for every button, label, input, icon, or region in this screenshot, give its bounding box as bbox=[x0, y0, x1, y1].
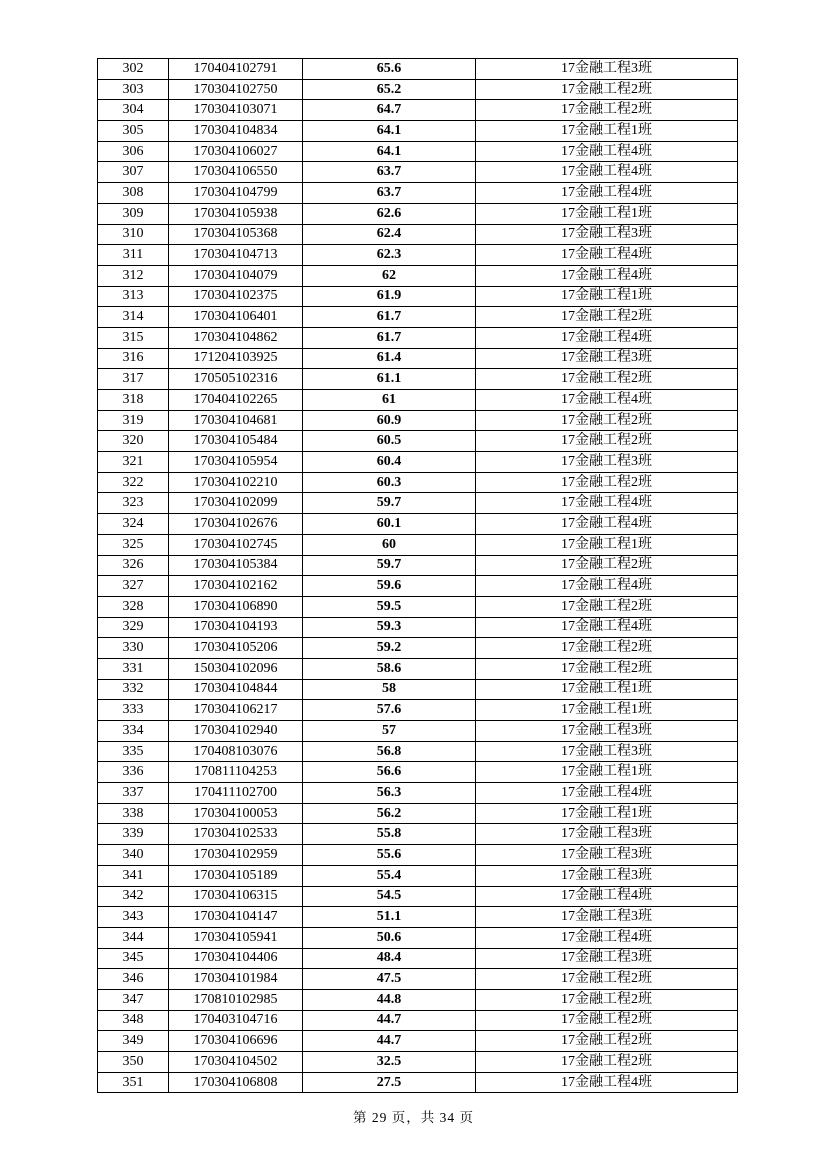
rank-cell: 320 bbox=[98, 431, 169, 452]
student_id-cell: 170304105484 bbox=[169, 431, 303, 452]
score-cell: 55.4 bbox=[303, 865, 476, 886]
table-row bbox=[98, 327, 738, 348]
table-row bbox=[98, 493, 738, 514]
table-row bbox=[98, 638, 738, 659]
class_name-cell: 17金融工程3班 bbox=[476, 721, 738, 742]
score-cell: 58.6 bbox=[303, 658, 476, 679]
rank-cell: 329 bbox=[98, 617, 169, 638]
class_name-cell: 17金融工程4班 bbox=[476, 265, 738, 286]
table-row bbox=[98, 617, 738, 638]
table-row bbox=[98, 845, 738, 866]
student_id-cell: 170304106315 bbox=[169, 886, 303, 907]
table-row bbox=[98, 596, 738, 617]
results-table bbox=[97, 58, 738, 1093]
rank-cell: 309 bbox=[98, 203, 169, 224]
student_id-cell: 170304104147 bbox=[169, 907, 303, 928]
table-row bbox=[98, 927, 738, 948]
class_name-cell: 17金融工程4班 bbox=[476, 390, 738, 411]
student_id-cell: 170304104502 bbox=[169, 1052, 303, 1073]
table-row bbox=[98, 369, 738, 390]
rank-cell: 327 bbox=[98, 576, 169, 597]
class_name-cell: 17金融工程2班 bbox=[476, 307, 738, 328]
student_id-cell: 170304105941 bbox=[169, 927, 303, 948]
rank-cell: 317 bbox=[98, 369, 169, 390]
score-cell: 56.3 bbox=[303, 783, 476, 804]
table-row bbox=[98, 514, 738, 535]
table-row bbox=[98, 141, 738, 162]
student_id-cell: 170304102750 bbox=[169, 79, 303, 100]
class_name-cell: 17金融工程4班 bbox=[476, 783, 738, 804]
class_name-cell: 17金融工程2班 bbox=[476, 1052, 738, 1073]
class_name-cell: 17金融工程4班 bbox=[476, 245, 738, 266]
score-cell: 56.8 bbox=[303, 741, 476, 762]
class_name-cell: 17金融工程2班 bbox=[476, 969, 738, 990]
table-row bbox=[98, 59, 738, 80]
rank-cell: 328 bbox=[98, 596, 169, 617]
score-cell: 55.8 bbox=[303, 824, 476, 845]
rank-cell: 345 bbox=[98, 948, 169, 969]
class_name-cell: 17金融工程3班 bbox=[476, 452, 738, 473]
student_id-cell: 171204103925 bbox=[169, 348, 303, 369]
class_name-cell: 17金融工程1班 bbox=[476, 534, 738, 555]
rank-cell: 337 bbox=[98, 783, 169, 804]
table-row bbox=[98, 989, 738, 1010]
score-cell: 61 bbox=[303, 390, 476, 411]
table-row bbox=[98, 410, 738, 431]
table-row bbox=[98, 865, 738, 886]
student_id-cell: 170411102700 bbox=[169, 783, 303, 804]
student_id-cell: 170505102316 bbox=[169, 369, 303, 390]
class_name-cell: 17金融工程3班 bbox=[476, 907, 738, 928]
score-cell: 50.6 bbox=[303, 927, 476, 948]
class_name-cell: 17金融工程2班 bbox=[476, 431, 738, 452]
table-row bbox=[98, 555, 738, 576]
rank-cell: 330 bbox=[98, 638, 169, 659]
student_id-cell: 170304106217 bbox=[169, 700, 303, 721]
rank-cell: 313 bbox=[98, 286, 169, 307]
score-cell: 60.5 bbox=[303, 431, 476, 452]
page-footer: 第 29 页，共 34 页 bbox=[353, 1110, 474, 1125]
score-cell: 57 bbox=[303, 721, 476, 742]
student_id-cell: 170304105954 bbox=[169, 452, 303, 473]
table-row bbox=[98, 948, 738, 969]
class_name-cell: 17金融工程2班 bbox=[476, 1010, 738, 1031]
table-row bbox=[98, 886, 738, 907]
class_name-cell: 17金融工程3班 bbox=[476, 741, 738, 762]
rank-cell: 318 bbox=[98, 390, 169, 411]
score-cell: 32.5 bbox=[303, 1052, 476, 1073]
rank-cell: 335 bbox=[98, 741, 169, 762]
student_id-cell: 170304103071 bbox=[169, 100, 303, 121]
rank-cell: 339 bbox=[98, 824, 169, 845]
table-row bbox=[98, 121, 738, 142]
score-cell: 44.7 bbox=[303, 1010, 476, 1031]
table-row bbox=[98, 576, 738, 597]
class_name-cell: 17金融工程3班 bbox=[476, 59, 738, 80]
rank-cell: 326 bbox=[98, 555, 169, 576]
table-row bbox=[98, 162, 738, 183]
score-cell: 54.5 bbox=[303, 886, 476, 907]
student_id-cell: 170304102745 bbox=[169, 534, 303, 555]
table-row bbox=[98, 1052, 738, 1073]
score-cell: 47.5 bbox=[303, 969, 476, 990]
rank-cell: 344 bbox=[98, 927, 169, 948]
rank-cell: 323 bbox=[98, 493, 169, 514]
table-row bbox=[98, 534, 738, 555]
student_id-cell: 170304102940 bbox=[169, 721, 303, 742]
student_id-cell: 150304102096 bbox=[169, 658, 303, 679]
rank-cell: 302 bbox=[98, 59, 169, 80]
score-cell: 60.9 bbox=[303, 410, 476, 431]
table-row bbox=[98, 348, 738, 369]
class_name-cell: 17金融工程1班 bbox=[476, 700, 738, 721]
class_name-cell: 17金融工程4班 bbox=[476, 493, 738, 514]
student_id-cell: 170304104862 bbox=[169, 327, 303, 348]
rank-cell: 324 bbox=[98, 514, 169, 535]
class_name-cell: 17金融工程1班 bbox=[476, 803, 738, 824]
student_id-cell: 170304106808 bbox=[169, 1072, 303, 1093]
table-row bbox=[98, 1072, 738, 1093]
rank-cell: 310 bbox=[98, 224, 169, 245]
rank-cell: 304 bbox=[98, 100, 169, 121]
student_id-cell: 170304105938 bbox=[169, 203, 303, 224]
rank-cell: 340 bbox=[98, 845, 169, 866]
table-row bbox=[98, 286, 738, 307]
class_name-cell: 17金融工程1班 bbox=[476, 679, 738, 700]
score-cell: 48.4 bbox=[303, 948, 476, 969]
class_name-cell: 17金融工程3班 bbox=[476, 865, 738, 886]
student_id-cell: 170304105189 bbox=[169, 865, 303, 886]
rank-cell: 314 bbox=[98, 307, 169, 328]
class_name-cell: 17金融工程2班 bbox=[476, 472, 738, 493]
rank-cell: 338 bbox=[98, 803, 169, 824]
rank-cell: 342 bbox=[98, 886, 169, 907]
score-cell: 65.2 bbox=[303, 79, 476, 100]
rank-cell: 322 bbox=[98, 472, 169, 493]
rank-cell: 351 bbox=[98, 1072, 169, 1093]
class_name-cell: 17金融工程3班 bbox=[476, 348, 738, 369]
class_name-cell: 17金融工程1班 bbox=[476, 286, 738, 307]
table-row bbox=[98, 307, 738, 328]
rank-cell: 305 bbox=[98, 121, 169, 142]
score-cell: 62.4 bbox=[303, 224, 476, 245]
student_id-cell: 170304105206 bbox=[169, 638, 303, 659]
class_name-cell: 17金融工程4班 bbox=[476, 886, 738, 907]
rank-cell: 336 bbox=[98, 762, 169, 783]
score-cell: 61.7 bbox=[303, 327, 476, 348]
score-cell: 63.7 bbox=[303, 162, 476, 183]
student_id-cell: 170304102959 bbox=[169, 845, 303, 866]
table-row bbox=[98, 224, 738, 245]
score-cell: 64.7 bbox=[303, 100, 476, 121]
table-row bbox=[98, 100, 738, 121]
table-row bbox=[98, 390, 738, 411]
table-row bbox=[98, 969, 738, 990]
rank-cell: 308 bbox=[98, 183, 169, 204]
student_id-cell: 170304104406 bbox=[169, 948, 303, 969]
student_id-cell: 170304106027 bbox=[169, 141, 303, 162]
class_name-cell: 17金融工程4班 bbox=[476, 162, 738, 183]
student_id-cell: 170304105368 bbox=[169, 224, 303, 245]
class_name-cell: 17金融工程4班 bbox=[476, 183, 738, 204]
class_name-cell: 17金融工程3班 bbox=[476, 948, 738, 969]
score-cell: 56.6 bbox=[303, 762, 476, 783]
table-row bbox=[98, 245, 738, 266]
student_id-cell: 170304106550 bbox=[169, 162, 303, 183]
rank-cell: 334 bbox=[98, 721, 169, 742]
score-cell: 59.6 bbox=[303, 576, 476, 597]
score-cell: 61.1 bbox=[303, 369, 476, 390]
class_name-cell: 17金融工程4班 bbox=[476, 927, 738, 948]
class_name-cell: 17金融工程1班 bbox=[476, 762, 738, 783]
student_id-cell: 170304106401 bbox=[169, 307, 303, 328]
score-cell: 60.1 bbox=[303, 514, 476, 535]
table-row bbox=[98, 203, 738, 224]
score-cell: 59.7 bbox=[303, 555, 476, 576]
student_id-cell: 170304104799 bbox=[169, 183, 303, 204]
table-row bbox=[98, 183, 738, 204]
class_name-cell: 17金融工程3班 bbox=[476, 224, 738, 245]
student_id-cell: 170304102533 bbox=[169, 824, 303, 845]
table-row bbox=[98, 803, 738, 824]
student_id-cell: 170404102265 bbox=[169, 390, 303, 411]
score-cell: 65.6 bbox=[303, 59, 476, 80]
score-cell: 59.5 bbox=[303, 596, 476, 617]
student_id-cell: 170304104844 bbox=[169, 679, 303, 700]
score-cell: 57.6 bbox=[303, 700, 476, 721]
score-cell: 44.7 bbox=[303, 1031, 476, 1052]
class_name-cell: 17金融工程4班 bbox=[476, 576, 738, 597]
score-cell: 62.3 bbox=[303, 245, 476, 266]
student_id-cell: 170408103076 bbox=[169, 741, 303, 762]
rank-cell: 341 bbox=[98, 865, 169, 886]
rank-cell: 347 bbox=[98, 989, 169, 1010]
student_id-cell: 170404102791 bbox=[169, 59, 303, 80]
student_id-cell: 170304100053 bbox=[169, 803, 303, 824]
class_name-cell: 17金融工程2班 bbox=[476, 555, 738, 576]
rank-cell: 333 bbox=[98, 700, 169, 721]
score-cell: 56.2 bbox=[303, 803, 476, 824]
rank-cell: 325 bbox=[98, 534, 169, 555]
table-row bbox=[98, 1010, 738, 1031]
score-cell: 27.5 bbox=[303, 1072, 476, 1093]
rank-cell: 343 bbox=[98, 907, 169, 928]
score-cell: 59.3 bbox=[303, 617, 476, 638]
table-row bbox=[98, 783, 738, 804]
student_id-cell: 170810102985 bbox=[169, 989, 303, 1010]
rank-cell: 306 bbox=[98, 141, 169, 162]
score-cell: 64.1 bbox=[303, 141, 476, 162]
score-cell: 62 bbox=[303, 265, 476, 286]
table-row bbox=[98, 472, 738, 493]
score-cell: 61.4 bbox=[303, 348, 476, 369]
class_name-cell: 17金融工程3班 bbox=[476, 824, 738, 845]
score-cell: 59.2 bbox=[303, 638, 476, 659]
student_id-cell: 170403104716 bbox=[169, 1010, 303, 1031]
student_id-cell: 170304106890 bbox=[169, 596, 303, 617]
class_name-cell: 17金融工程1班 bbox=[476, 121, 738, 142]
table-row bbox=[98, 265, 738, 286]
class_name-cell: 17金融工程4班 bbox=[476, 327, 738, 348]
rank-cell: 312 bbox=[98, 265, 169, 286]
rank-cell: 307 bbox=[98, 162, 169, 183]
score-cell: 62.6 bbox=[303, 203, 476, 224]
score-cell: 61.7 bbox=[303, 307, 476, 328]
table-row bbox=[98, 741, 738, 762]
score-cell: 63.7 bbox=[303, 183, 476, 204]
class_name-cell: 17金融工程4班 bbox=[476, 141, 738, 162]
student_id-cell: 170304102099 bbox=[169, 493, 303, 514]
table-row bbox=[98, 79, 738, 100]
score-cell: 60.4 bbox=[303, 452, 476, 473]
class_name-cell: 17金融工程2班 bbox=[476, 369, 738, 390]
class_name-cell: 17金融工程2班 bbox=[476, 989, 738, 1010]
class_name-cell: 17金融工程4班 bbox=[476, 617, 738, 638]
table-row bbox=[98, 824, 738, 845]
score-cell: 59.7 bbox=[303, 493, 476, 514]
score-cell: 51.1 bbox=[303, 907, 476, 928]
table-row bbox=[98, 658, 738, 679]
results-table-body bbox=[98, 59, 738, 1093]
table-row bbox=[98, 431, 738, 452]
class_name-cell: 17金融工程4班 bbox=[476, 514, 738, 535]
student_id-cell: 170304105384 bbox=[169, 555, 303, 576]
rank-cell: 332 bbox=[98, 679, 169, 700]
class_name-cell: 17金融工程2班 bbox=[476, 100, 738, 121]
score-cell: 60.3 bbox=[303, 472, 476, 493]
class_name-cell: 17金融工程2班 bbox=[476, 596, 738, 617]
student_id-cell: 170811104253 bbox=[169, 762, 303, 783]
student_id-cell: 170304102375 bbox=[169, 286, 303, 307]
score-cell: 64.1 bbox=[303, 121, 476, 142]
rank-cell: 311 bbox=[98, 245, 169, 266]
student_id-cell: 170304104193 bbox=[169, 617, 303, 638]
table-row bbox=[98, 721, 738, 742]
score-cell: 60 bbox=[303, 534, 476, 555]
student_id-cell: 170304106696 bbox=[169, 1031, 303, 1052]
score-cell: 58 bbox=[303, 679, 476, 700]
class_name-cell: 17金融工程2班 bbox=[476, 1031, 738, 1052]
rank-cell: 346 bbox=[98, 969, 169, 990]
class_name-cell: 17金融工程2班 bbox=[476, 658, 738, 679]
student_id-cell: 170304102676 bbox=[169, 514, 303, 535]
table-row bbox=[98, 1031, 738, 1052]
table-row bbox=[98, 452, 738, 473]
rank-cell: 316 bbox=[98, 348, 169, 369]
rank-cell: 321 bbox=[98, 452, 169, 473]
class_name-cell: 17金融工程2班 bbox=[476, 79, 738, 100]
class_name-cell: 17金融工程2班 bbox=[476, 410, 738, 431]
student_id-cell: 170304102162 bbox=[169, 576, 303, 597]
rank-cell: 349 bbox=[98, 1031, 169, 1052]
rank-cell: 315 bbox=[98, 327, 169, 348]
student_id-cell: 170304104079 bbox=[169, 265, 303, 286]
class_name-cell: 17金融工程1班 bbox=[476, 203, 738, 224]
class_name-cell: 17金融工程2班 bbox=[476, 638, 738, 659]
student_id-cell: 170304104681 bbox=[169, 410, 303, 431]
rank-cell: 331 bbox=[98, 658, 169, 679]
table-row bbox=[98, 907, 738, 928]
table-row bbox=[98, 762, 738, 783]
rank-cell: 348 bbox=[98, 1010, 169, 1031]
table-row bbox=[98, 700, 738, 721]
class_name-cell: 17金融工程4班 bbox=[476, 1072, 738, 1093]
rank-cell: 303 bbox=[98, 79, 169, 100]
score-cell: 55.6 bbox=[303, 845, 476, 866]
student_id-cell: 170304104713 bbox=[169, 245, 303, 266]
class_name-cell: 17金融工程3班 bbox=[476, 845, 738, 866]
rank-cell: 350 bbox=[98, 1052, 169, 1073]
student_id-cell: 170304101984 bbox=[169, 969, 303, 990]
student_id-cell: 170304104834 bbox=[169, 121, 303, 142]
rank-cell: 319 bbox=[98, 410, 169, 431]
score-cell: 44.8 bbox=[303, 989, 476, 1010]
score-cell: 61.9 bbox=[303, 286, 476, 307]
student_id-cell: 170304102210 bbox=[169, 472, 303, 493]
table-row bbox=[98, 679, 738, 700]
